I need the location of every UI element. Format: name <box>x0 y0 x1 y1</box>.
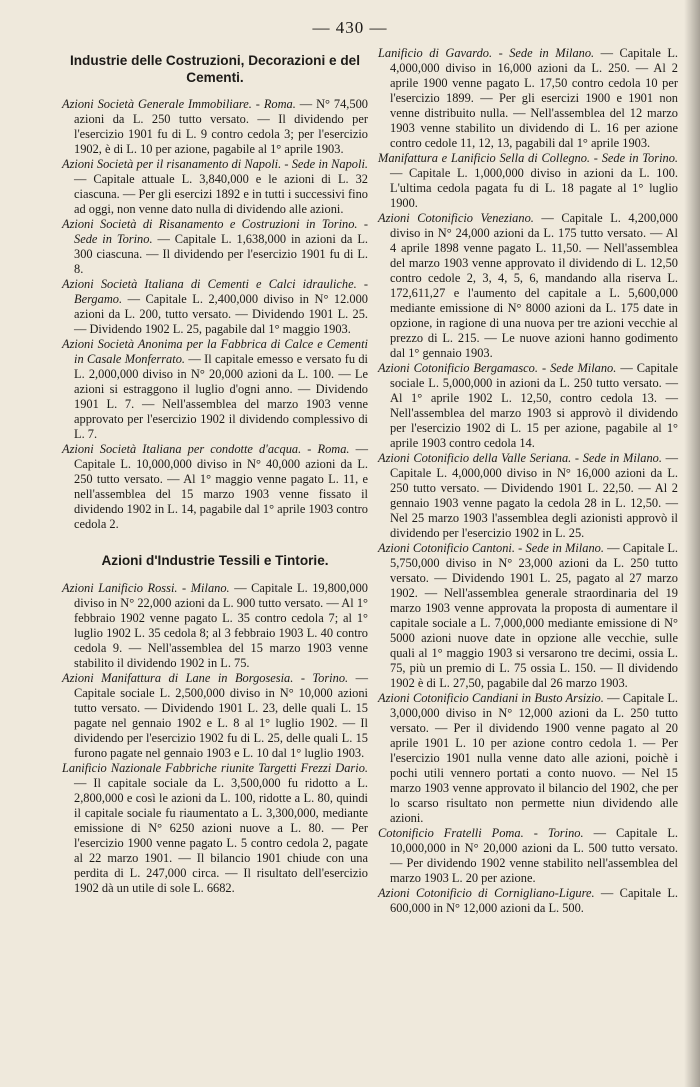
entry-risanamento-napoli <box>62 157 368 217</box>
right-column <box>378 46 678 916</box>
entry-title: Azioni Cotonificio di Cornigliano-Ligure. <box>378 886 595 900</box>
entry-lanificio-nazionale <box>62 761 368 896</box>
entry-risanamento-torino <box>62 217 368 277</box>
entry-title: Azioni Società Generale Immobiliare. - Roma. <box>62 96 296 111</box>
section-title-costruzioni: Industrie delle Costruzioni, Decorazioni e del Cementi. <box>69 53 361 86</box>
entry-body: — Capitale L. 4,200,000 diviso in N° 24,000 azioni da L. 175 tutto versato. — Al 4 aprile 1898 venne pagato L. 11,50. — Nell'assemblea del marzo 1903 venne approvato il dividendo di L. 12,50 contro cedole 2, 3, 4, 5, 6, mandando alla riserva L. 172,611,27 e l'aumento del capitale a L. 5,600,000 mediante emissione di N° 8000 azioni da L. 175 date in opzione, in ragione di una nuova per tre azioni vecchie al prezzo di L. 215. — Le nuove azioni hanno godimento dal 1° gennaio 1903. <box>390 211 678 360</box>
entry-title: Azioni Società Anonima per la Fabbrica di Calce e Cementi in Casale Monferrato. <box>62 336 368 366</box>
entry-lanificio-rossi <box>62 581 368 671</box>
entry-cornigliano-ligure <box>378 886 678 916</box>
entry-title: Azioni Cotonificio Cantoni. - Sede in Milano. <box>378 541 604 555</box>
entry-body: — Capitale L. 5,750,000 diviso in N° 23,000 azioni da L. 250 tutto versato. — Dividendo 1901 L. 25, pagato al 27 marzo 1902. — Nell'assemblea generale straordinaria del 19 marzo 1903 venne approvata la proposta di aumentare il capitale sociale a L. 7,000,000 mediante emissione di N° 5000 azioni nuove date in opzione alle vecchie, sulle quali al 1° maggio 1903 si versarono tre decimi, ossia L. 75, più un premio di L. 75 ossia L. 150. — Il dividendo 1902 è di L. 27,50, pagabile dal 26 marzo 1903. <box>390 541 678 690</box>
entry-immobiliare <box>62 97 368 157</box>
entry-body: — Capitale L. 3,000,000 diviso in N° 12,000 azioni da L. 250 tutto versato. — Per il dividendo 1900 venne pagato al 20 aprile 1901 L. 10 per azione contro cedola 1. — Per l'esercizio 1901 nulla venne dato alle azioni, poichè i pochi utili vennero portati a conto nuovo. — Nel 15 marzo 1903 venne approvato il bilancio del 1902, che per lo scarso risultato non permette niun dividendo alle azioni. <box>390 691 678 825</box>
entry-body: — Capitale L. 4,000,000 diviso in N° 16,000 azioni da L. 250 tutto versato. — Dividendo 1901 L. 22,50. — Al 2 gennaio 1903 venne pagato la cedola 28 in L. 12,50. — Nel 25 marzo 1903 l'assemblea degli azionisti approvò il dividendo per l'esercizio 1902 in L. 25. <box>390 451 678 540</box>
entry-body: — Capitale sociale L. 2,500,000 diviso in N° 10,000 azioni tutto versato. — Dividendo 1901 L. 23, delle quali L. 15 pagate nel gennaio 1902 e L. 8 al 1° luglio 1902. — Il dividendo per l'esercizio 1902 fu di L. 25, delle quali L. 15 furono pagate nel gennaio 1903 e L. 10 dal 1° luglio 1903. <box>74 671 368 761</box>
entry-body: — Capitale L. 600,000 in N° 12,000 azioni da L. 500. <box>390 886 678 915</box>
entry-body: — Capitale attuale L. 3,840,000 e le azioni di L. 32 ciascuna. — Per gli esercizi 1892 e in tutti i successivi fino ad oggi, non venne dato nulla di dividendo alle azioni. <box>74 171 368 216</box>
entry-body: — Capitale L. 4,000,000 diviso in 16,000 azioni da L. 250. — Al 2 aprile 1900 venne pagato L. 17,50 contro cedola 10 per l'esercizio 1899. — Per gli esercizi 1900 e 1901 non venne distribuito nulla. — Nell'assemblea del 12 marzo 1903 venne stabilito un dividendo di L. 16 per azione contro cedole 11, 12, 13, pagabili dal 1° aprile 1903. <box>390 46 678 150</box>
entry-candiani-busto <box>378 691 678 826</box>
entry-lanificio-gavardo <box>378 46 678 151</box>
entry-cotonificio-veneziano <box>378 211 678 361</box>
entry-cementi-bergamo <box>62 277 368 337</box>
entry-body: — Capitale L. 10,000,000 in N° 20,000 azioni da L. 500 tutto versato. — Per dividendo 1902 venne stabilito nell'assemblea del marzo 1903 L. 20 per azione. <box>390 826 678 885</box>
entry-body: — N° 74,500 azioni da L. 250 tutto versato. — Il dividendo per l'esercizio 1901 fu di L. 9 contro cedola 3; per l'esercizio 1902, è di L. 10 per azione, pagabile al 1° aprile 1903. <box>74 96 368 156</box>
entry-title: Cotonificio Fratelli Poma. - Torino. <box>378 826 584 840</box>
entry-valle-seriana <box>378 451 678 541</box>
entry-title: Azioni Cotonificio Candiani in Busto Arsizio. <box>378 691 604 705</box>
entry-body: — Capitale L. 19,800,000 diviso in N° 22,000 azioni da L. 900 tutto versato. — Al 1° febbraio 1902 venne pagato L. 35 contro cedola 7; al 1° luglio 1902 L. 35 cedola 8; al 3 febbraio 1903 L. 40 contro cedola 9. — Nell'assemblea del 15 marzo 1903 venne stabilito il dividendo 1902 in L. 75. <box>74 581 368 671</box>
entry-fratelli-poma <box>378 826 678 886</box>
entry-title: Azioni Società Italiana di Cementi e Calci idrauliche. - Bergamo. <box>62 276 368 306</box>
page-edge-shadow <box>684 0 700 1087</box>
entry-cotonificio-cantoni <box>378 541 678 691</box>
entry-title: Lanificio di Gavardo. - Sede in Milano. <box>378 46 595 60</box>
entry-lane-borgosesia <box>62 671 368 761</box>
entry-body: — Capitale L. 2,400,000 diviso in N° 12.000 azioni da L. 200, tutto versato. — Dividendo 1901 L. 25. — Dividendo 1902 L. 25, pagabile dal 1° maggio 1903. <box>74 291 368 336</box>
left-column <box>62 46 368 896</box>
entry-title: Lanificio Nazionale Fabbriche riunite Targetti Frezzi Dario. <box>62 761 368 776</box>
entry-calce-casale <box>62 337 368 442</box>
entry-body: — Capitale L. 10,000,000 diviso in N° 40,000 azioni da L. 250 tutto versato. — Al 1° maggio venne pagato L. 11, e nell'assemblea del 15 marzo 1903 venne fissato il dividendo 1902 in L. 14, pagabile dal 1° aprile 1903 contro cedola 2. <box>74 441 369 531</box>
entry-title: Azioni Cotonificio Bergamasco. - Sede Milano. <box>378 361 617 375</box>
entry-title: Azioni Manifattura di Lane in Borgosesia. - Torino. <box>62 671 349 686</box>
entry-title: Manifattura e Lanificio Sella di Collegno. - Sede in Torino. <box>378 151 678 165</box>
entry-condotte-acqua <box>62 442 368 532</box>
entry-title: Azioni Cotonificio della Valle Seriana. - Sede in Milano. <box>378 451 662 465</box>
entry-body: — Capitale sociale L. 5,000,000 in azioni da L. 250 tutto versato. — Al 1° aprile 1902 L. 12,50, contro cedola 13. — Nell'assemblea del marzo 1903 si approvò il dividendo per l'esercizio 1902 di L. 15 per azione, pagabile al 1° aprile 1903 contro cedola 14. <box>390 361 678 450</box>
entry-body: — Capitale L. 1,638,000 in azioni da L. 300 ciascuna. — Il dividendo per l'esercizio 1901 fu di L. 8. <box>74 231 368 276</box>
section-title-tessili: Azioni d'Industrie Tessili e Tintorie. <box>101 552 329 568</box>
entry-body: — Il capitale sociale da L. 3,500,000 fu ridotto a L. 2,800,000 e così le azioni da L. 100, ridotte a L. 80, quindi il capitale sociale fu riaumentato a L. 3,300,000, mediante emissione di N° 6250 azioni nuove a L. 80. — Per l'esercizio 1900 venne pagato L. 5 contro cedola 2, pagate al 22 marzo 1901. — Il bilancio 1901 chiude con una perdita di L. 247,000 circa. — Il risultato dell'esercizio 1902 dà un utile di sole L. 6682. <box>74 776 368 896</box>
entry-body: — Il capitale emesso e versato fu di L. 2,000,000 diviso in N° 20,000 azioni da L. 100. — Le azioni si estraggono il luglio d'ogni anno. — Dividendo 1901 L. 7. — Nell'assemblea del marzo 1903 venne approvato per l'esercizio 1902 il dividendo complessivo di L. 7. <box>74 351 369 441</box>
page-number: — 430 — <box>312 18 388 37</box>
entry-title: Azioni Società Italiana per condotte d'acqua. - Roma. <box>62 441 350 456</box>
entry-cotonificio-bergamasco <box>378 361 678 451</box>
entry-title: Azioni Società per il risanamento di Napoli. - Sede in Napoli. <box>62 156 368 171</box>
entry-title: Azioni Cotonificio Veneziano. <box>378 211 534 225</box>
entry-title: Azioni Lanificio Rossi. - Milano. <box>62 581 230 596</box>
entry-sella-collegno <box>378 151 678 211</box>
entry-body: — Capitale L. 1,000,000 diviso in azioni da L. 100. L'ultima cedola pagata fu di L. 18 pagate al 1° luglio 1900. <box>390 166 678 210</box>
entry-title: Azioni Società di Risanamento e Costruzioni in Torino. - Sede in Torino. <box>62 216 368 246</box>
